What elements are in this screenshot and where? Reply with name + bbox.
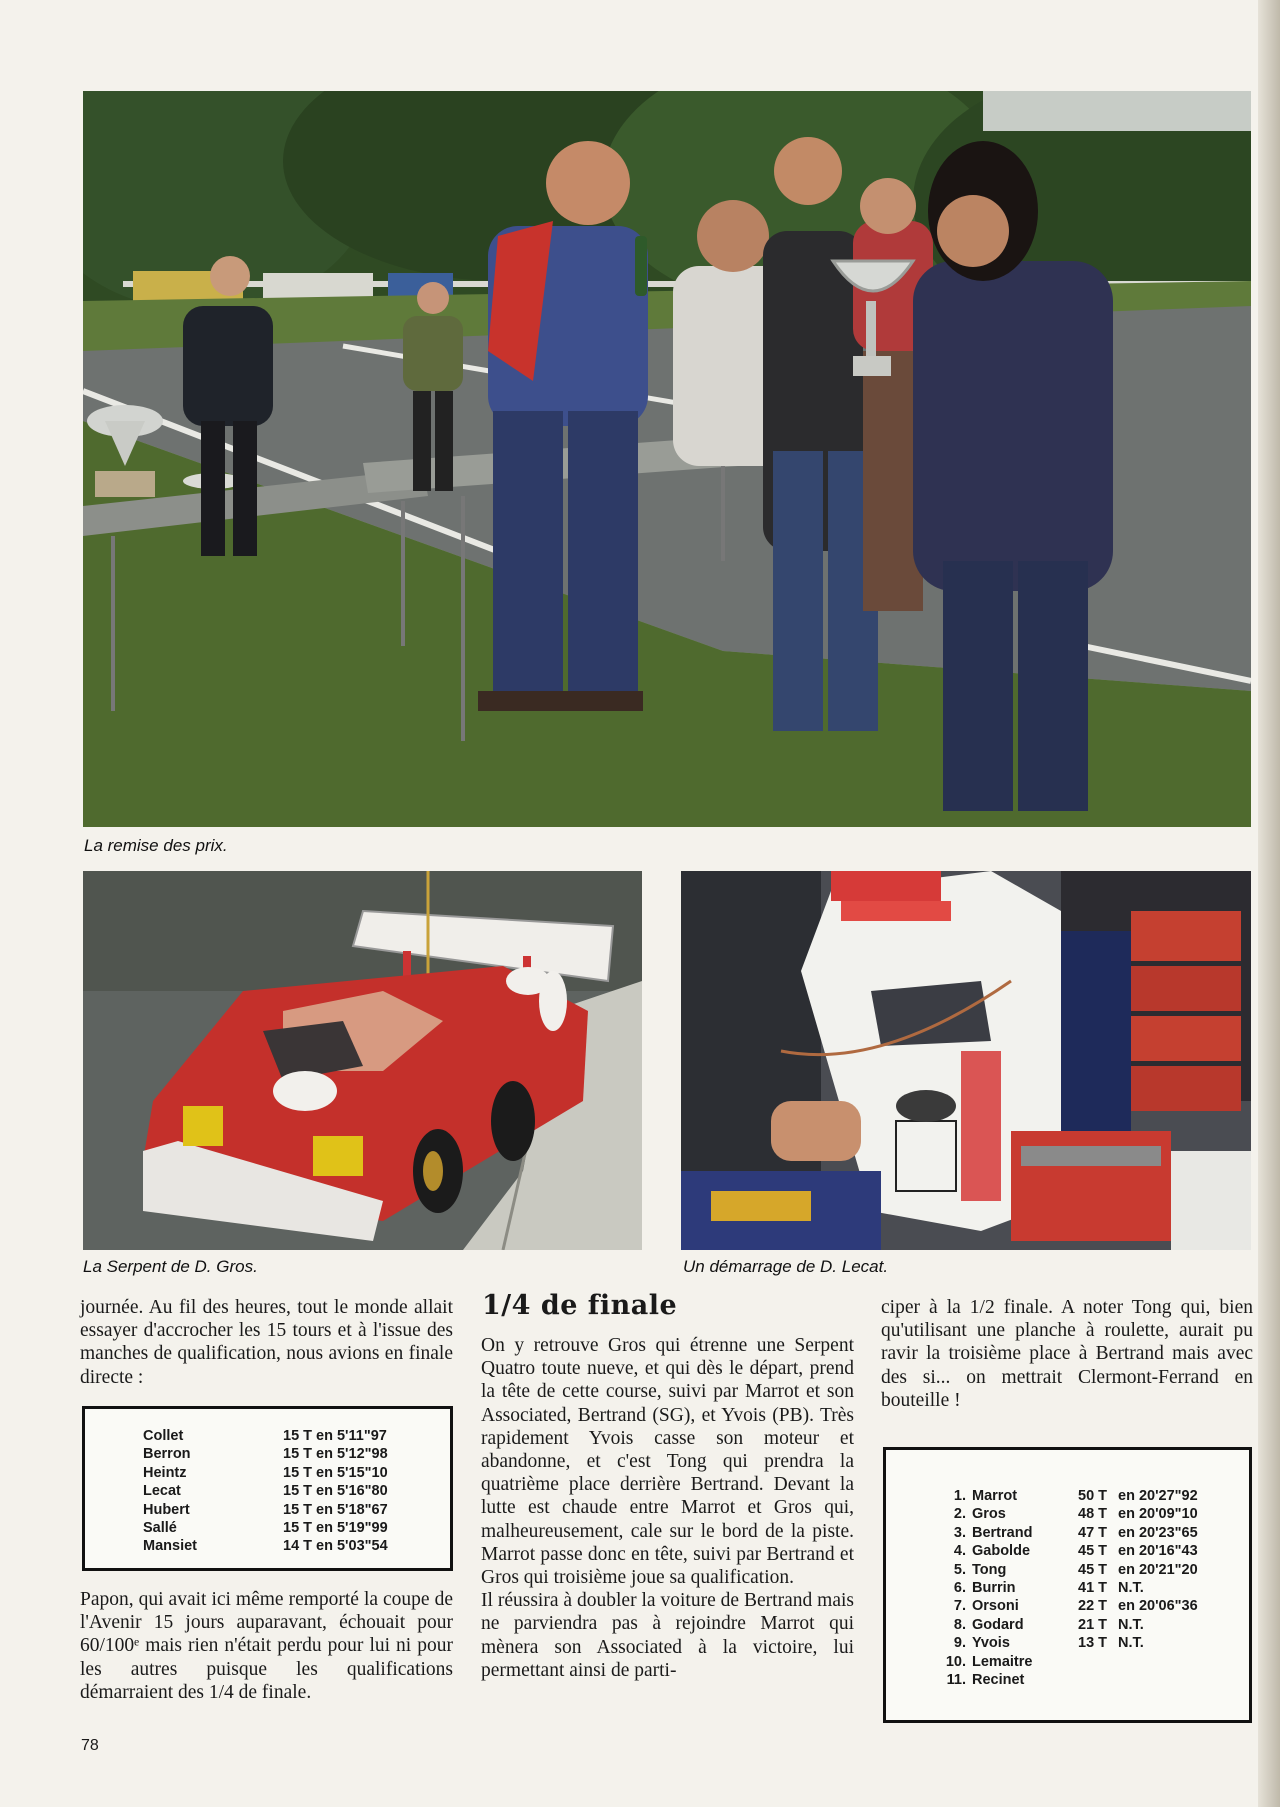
lecat-start-image bbox=[681, 871, 1251, 1250]
driver-name: Mansiet bbox=[143, 1538, 197, 1555]
table-row bbox=[936, 1505, 1198, 1523]
finish-position: 8. bbox=[953, 1616, 966, 1633]
finish-position: 6. bbox=[953, 1580, 966, 1597]
laps-completed bbox=[1078, 1671, 1114, 1689]
qualifying-result: 15 T en 5'19"99 bbox=[283, 1520, 388, 1537]
driver-name: Bertrand bbox=[972, 1524, 1033, 1541]
column-1-continued bbox=[80, 1588, 453, 1704]
laps-completed: 13 T bbox=[1078, 1635, 1108, 1652]
table-row bbox=[936, 1487, 1198, 1505]
column-1-intro-text: journée. Au fil des heures, tout le monde allait essayer d'accrocher les 15 tours et à l'issue des manches de qualification, nous avions en finale directe : bbox=[80, 1297, 453, 1388]
race-time bbox=[1114, 1671, 1198, 1689]
race-time: en 20'09"10 bbox=[1118, 1506, 1198, 1523]
prize-photo-caption: La remise des prix. bbox=[84, 836, 228, 855]
final-results-box bbox=[883, 1447, 1252, 1723]
laps-completed: 41 T bbox=[1078, 1580, 1108, 1597]
laps-completed: 48 T bbox=[1078, 1506, 1108, 1523]
serpent-car-image bbox=[83, 871, 642, 1250]
finish-position: 10. bbox=[945, 1653, 966, 1670]
laps-completed: 50 T bbox=[1078, 1488, 1108, 1504]
laps-completed bbox=[1078, 1653, 1114, 1671]
driver-name: Heintz bbox=[143, 1464, 187, 1481]
table-row bbox=[936, 1561, 1198, 1579]
driver-name: Marrot bbox=[972, 1488, 1018, 1504]
finish-position: 5. bbox=[953, 1561, 966, 1578]
race-time: en 20'27"92 bbox=[1118, 1488, 1198, 1504]
column-1-intro bbox=[80, 1296, 453, 1389]
driver-name: Recinet bbox=[972, 1672, 1025, 1689]
table-row bbox=[143, 1501, 388, 1519]
finish-position: 1. bbox=[953, 1488, 966, 1504]
laps-completed: 22 T bbox=[1078, 1598, 1108, 1615]
table-row bbox=[936, 1542, 1198, 1560]
table-row bbox=[936, 1597, 1198, 1615]
qualifying-result: 15 T en 5'18"67 bbox=[283, 1501, 388, 1518]
driver-name: Yvois bbox=[972, 1635, 1010, 1652]
table-row bbox=[936, 1616, 1198, 1634]
column-3-text: ciper à la 1/2 finale. A noter Tong qui, bien qu'utilisant une planche à roulette, aurait pu ravir la troisième place à Bertrand mais avec des si... on mettrait Clermont-Ferrand en bouteille ! bbox=[881, 1297, 1253, 1411]
finish-position: 3. bbox=[953, 1524, 966, 1541]
table-row bbox=[143, 1519, 388, 1537]
table-row bbox=[936, 1634, 1198, 1652]
race-time bbox=[1114, 1653, 1198, 1671]
driver-name: Sallé bbox=[143, 1520, 177, 1537]
finish-position: 4. bbox=[953, 1543, 966, 1560]
prize-giving-photo bbox=[83, 91, 1251, 827]
race-time: N.T. bbox=[1118, 1635, 1144, 1652]
table-row bbox=[936, 1579, 1198, 1597]
race-time: N.T. bbox=[1118, 1616, 1144, 1633]
finish-position: 7. bbox=[953, 1598, 966, 1615]
page-edge-shadow bbox=[1258, 0, 1280, 1807]
serpent-photo-caption: La Serpent de D. Gros. bbox=[83, 1257, 258, 1276]
driver-name: Lemaitre bbox=[972, 1653, 1033, 1670]
table-row bbox=[936, 1671, 1198, 1689]
race-time: en 20'21"20 bbox=[1118, 1561, 1198, 1578]
table-row bbox=[143, 1427, 388, 1445]
finish-position: 2. bbox=[953, 1506, 966, 1523]
driver-name: Gros bbox=[972, 1506, 1006, 1523]
qualifying-results-box bbox=[82, 1406, 453, 1571]
driver-name: Gabolde bbox=[972, 1543, 1031, 1560]
column-2-paragraph-1: On y retrouve Gros qui étrenne une Serpent Quatro toute nueve, et qui dès le départ, prend la tête de cette course, suivi par Marrot et son Associated, Bertrand (SG), et Yvois (PB). Très rapidement Yvois casse son moteur et abandonne, et c'est Tong qui prendra la quatrième place derrière Bertrand. Devant la lutte est chaude entre Marrot et Gros qui, malheureusement, cale sur le bord de la piste. Marrot passe donc en tête, suivi par Bertrand et Gros qui troisième joue sa qualification. bbox=[481, 1335, 854, 1589]
race-time: N.T. bbox=[1118, 1580, 1144, 1597]
prize-giving-image bbox=[83, 91, 1251, 827]
table-row bbox=[936, 1653, 1198, 1671]
race-time: en 20'23"65 bbox=[1118, 1524, 1198, 1541]
column-1-after-table-text: Papon, qui avait ici même remporté la coupe de l'Avenir 15 jours auparavant, échouait pour 60/100ᵉ mais rien n'était perdu pour lui ni pour les autres puisque les qualifications démarraient des 1/4 de finale. bbox=[80, 1589, 453, 1703]
table-row bbox=[143, 1537, 388, 1555]
qualifying-result: 15 T en 5'16"80 bbox=[283, 1483, 388, 1500]
qualifying-result: 15 T en 5'12"98 bbox=[283, 1446, 388, 1463]
driver-name: Godard bbox=[972, 1616, 1024, 1633]
column-3 bbox=[881, 1296, 1253, 1412]
page-number: 78 bbox=[81, 1737, 99, 1754]
section-heading-quarter-final: 1/4 de finale bbox=[482, 1290, 678, 1321]
finish-position: 9. bbox=[953, 1635, 966, 1652]
table-row bbox=[143, 1464, 388, 1482]
race-time: en 20'06"36 bbox=[1118, 1598, 1198, 1615]
laps-completed: 47 T bbox=[1078, 1524, 1108, 1541]
driver-name: Lecat bbox=[143, 1483, 181, 1500]
table-row bbox=[936, 1524, 1198, 1542]
laps-completed: 45 T bbox=[1078, 1561, 1108, 1578]
laps-completed: 45 T bbox=[1078, 1543, 1108, 1560]
driver-name: Burrin bbox=[972, 1580, 1016, 1597]
driver-name: Orsoni bbox=[972, 1598, 1019, 1615]
driver-name: Collet bbox=[143, 1428, 184, 1444]
qualifying-result: 15 T en 5'11"97 bbox=[283, 1428, 387, 1444]
lecat-start-photo bbox=[681, 871, 1251, 1250]
final-results-table bbox=[936, 1487, 1198, 1689]
table-row bbox=[143, 1482, 388, 1500]
laps-completed: 21 T bbox=[1078, 1616, 1108, 1633]
driver-name: Tong bbox=[972, 1561, 1007, 1578]
column-2-paragraph-2: Il réussira à doubler la voiture de Bertrand mais ne parviendra pas à rejoindre Marrot qui mènera son Associated à la victoire, lui permettant ainsi de parti- bbox=[481, 1590, 854, 1681]
finish-position: 11. bbox=[946, 1672, 966, 1689]
driver-name: Hubert bbox=[143, 1501, 190, 1518]
driver-name: Berron bbox=[143, 1446, 191, 1463]
column-2 bbox=[481, 1334, 854, 1682]
serpent-car-photo bbox=[83, 871, 642, 1250]
race-time: en 20'16"43 bbox=[1118, 1543, 1198, 1560]
table-row bbox=[143, 1445, 388, 1463]
lecat-photo-caption: Un démarrage de D. Lecat. bbox=[683, 1257, 889, 1276]
qualifying-result: 15 T en 5'15"10 bbox=[283, 1464, 388, 1481]
qualifying-result: 14 T en 5'03"54 bbox=[283, 1538, 388, 1555]
qualifying-results-table bbox=[143, 1427, 388, 1556]
